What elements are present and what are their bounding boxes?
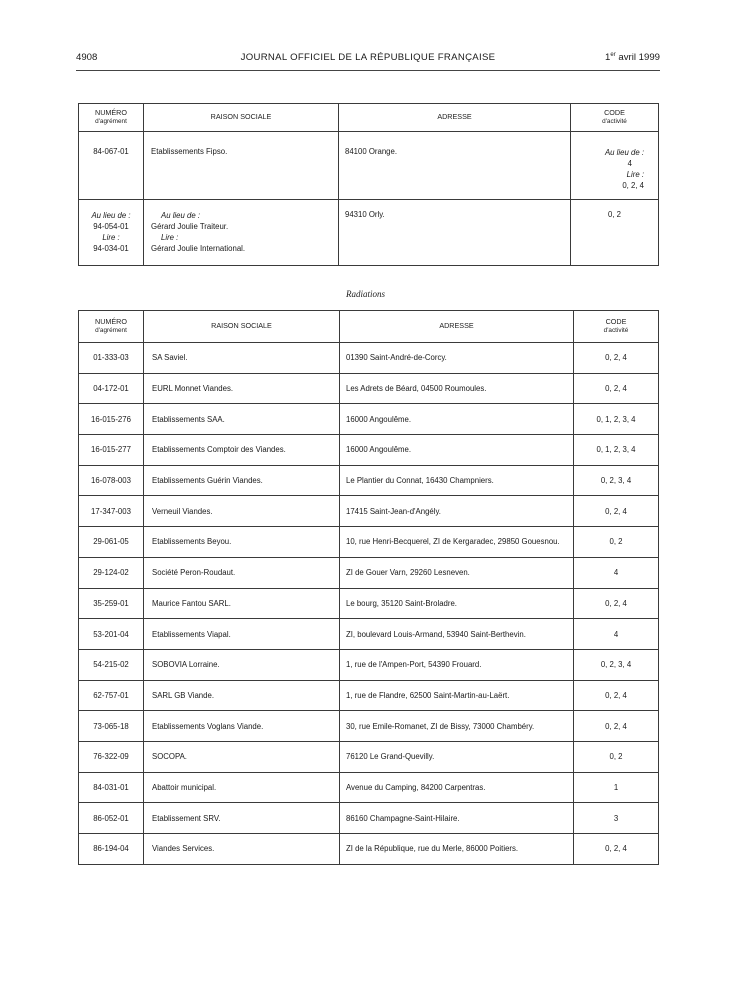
col-adresse: ADRESSE [339, 104, 571, 132]
code-cell: 4 [574, 557, 659, 588]
issue-date-sup: er [610, 52, 616, 58]
numero-cell: 86-194-04 [79, 834, 144, 865]
col-activite-label: d'activité [602, 118, 627, 126]
adresse-cell: Avenue du Camping, 84200 Carpentras. [340, 772, 574, 803]
lire-label: Lire : [626, 170, 644, 179]
journal-title: JOURNAL OFFICIEL DE LA RÉPUBLIQUE FRANÇAISE [240, 52, 496, 63]
raison-sociale-cell: Maurice Fantou SARL. [144, 588, 340, 619]
page-number: 4908 [76, 52, 98, 63]
raison-sociale-cell: Etablissements Beyou. [144, 527, 340, 558]
col-code [571, 104, 659, 132]
correction-row [79, 132, 659, 200]
au-lieu-de-label: Au lieu de : [161, 211, 201, 220]
table-row [79, 557, 659, 588]
old-raison-sociale-value: Gérard Joulie Traiteur. [151, 222, 229, 231]
table-row [79, 527, 659, 558]
col-code-label: CODE [605, 316, 627, 326]
au-lieu-de-label: Au lieu de : [91, 211, 131, 220]
raison-sociale-cell: SA Saviel. [144, 343, 340, 374]
adresse-cell: Le bourg, 35120 Saint-Broladre. [340, 588, 574, 619]
corrections-table [78, 103, 659, 266]
table-row [79, 803, 659, 834]
code-cell: 0, 2, 3, 4 [574, 465, 659, 496]
code-cell: 0, 2 [574, 527, 659, 558]
table-row [79, 435, 659, 466]
raison-sociale-cell: Etablissements Fipso. [144, 132, 339, 200]
new-raison-sociale-value: Gérard Joulie International. [151, 244, 246, 253]
numero-cell: 17-347-003 [79, 496, 144, 527]
numero-cell: 35-259-01 [79, 588, 144, 619]
corrections-header-row [79, 104, 659, 132]
adresse-cell: 10, rue Henri-Becquerel, ZI de Kergaradec, 29850 Gouesnou. [340, 527, 574, 558]
adresse-cell: 84100 Orange. [339, 132, 571, 200]
table-row [79, 649, 659, 680]
table-row [79, 465, 659, 496]
col-agrement-label: d'agrément [95, 327, 127, 335]
table-row [79, 496, 659, 527]
numero-cell: 76-322-09 [79, 741, 144, 772]
col-code [574, 311, 659, 343]
numero-cell: 62-757-01 [79, 680, 144, 711]
col-activite-label: d'activité [603, 327, 629, 335]
numero-cell: 86-052-01 [79, 803, 144, 834]
lire-label: Lire : [161, 233, 179, 242]
adresse-cell: 76120 Le Grand-Quevilly. [340, 741, 574, 772]
raison-sociale-cell [144, 200, 339, 266]
adresse-cell: 16000 Angoulême. [340, 404, 574, 435]
col-numero [79, 311, 144, 343]
adresse-cell: 1, rue de Flandre, 62500 Saint-Martin-au-Laërt. [340, 680, 574, 711]
radiations-title: Radiations [345, 289, 385, 299]
numero-cell: 53-201-04 [79, 619, 144, 650]
adresse-cell: 16000 Angoulême. [340, 435, 574, 466]
numero-cell: 84-067-01 [79, 132, 144, 200]
adresse-cell: Le Plantier du Connat, 16430 Champniers. [340, 465, 574, 496]
page-header [76, 52, 660, 68]
numero-cell [79, 200, 144, 266]
raison-sociale-cell: SOCOPA. [144, 741, 340, 772]
raison-sociale-cell: Viandes Services. [144, 834, 340, 865]
adresse-cell: ZI de Gouer Varn, 29260 Lesneven. [340, 557, 574, 588]
adresse-cell: 30, rue Emile-Romanet, ZI de Bissy, 73000 Chambéry. [340, 711, 574, 742]
adresse-cell: ZI de la République, rue du Merle, 86000 Poitiers. [340, 834, 574, 865]
raison-sociale-cell: SARL GB Viande. [144, 680, 340, 711]
header-rule [76, 70, 660, 71]
correction-row [79, 200, 659, 266]
numero-cell: 01-333-03 [79, 343, 144, 374]
table-row [79, 772, 659, 803]
table-row [79, 741, 659, 772]
code-cell [571, 132, 659, 200]
radiations-header-row [79, 311, 659, 343]
numero-cell: 16-015-277 [79, 435, 144, 466]
new-numero-value: 94-034-01 [93, 244, 129, 253]
raison-sociale-cell: Etablissements SAA. [144, 404, 340, 435]
table-row [79, 619, 659, 650]
new-code-value: 0, 2, 4 [622, 181, 644, 190]
code-cell: 0, 2, 4 [574, 343, 659, 374]
raison-sociale-cell: Société Peron-Roudaut. [144, 557, 340, 588]
adresse-cell: ZI, boulevard Louis-Armand, 53940 Saint-Berthevin. [340, 619, 574, 650]
numero-cell: 16-015-276 [79, 404, 144, 435]
numero-cell: 84-031-01 [79, 772, 144, 803]
raison-sociale-cell: SOBOVIA Lorraine. [144, 649, 340, 680]
raison-sociale-cell: Etablissements Comptoir des Viandes. [144, 435, 340, 466]
col-numero-label: NUMÉRO [95, 107, 127, 117]
table-row [79, 834, 659, 865]
adresse-cell: 01390 Saint-André-de-Corcy. [340, 343, 574, 374]
numero-cell: 73-065-18 [79, 711, 144, 742]
col-agrement-label: d'agrément [95, 118, 127, 126]
raison-sociale-cell: Etablissements Guérin Viandes. [144, 465, 340, 496]
numero-cell: 29-061-05 [79, 527, 144, 558]
adresse-cell: 1, rue de l'Ampen-Port, 54390 Frouard. [340, 649, 574, 680]
old-numero-value: 94-054-01 [93, 222, 129, 231]
code-cell: 0, 2, 4 [574, 373, 659, 404]
col-raison-sociale: RAISON SOCIALE [144, 311, 340, 343]
col-numero-label: NUMÉRO [95, 316, 127, 326]
code-cell: 0, 2, 4 [574, 711, 659, 742]
table-row [79, 680, 659, 711]
code-cell: 0, 1, 2, 3, 4 [574, 435, 659, 466]
adresse-cell: 94310 Orly. [339, 200, 571, 266]
code-cell: 0, 2 [574, 741, 659, 772]
code-cell: 3 [574, 803, 659, 834]
raison-sociale-cell: Etablissements Voglans Viande. [144, 711, 340, 742]
au-lieu-de-label: Au lieu de : [604, 148, 644, 157]
code-cell: 4 [574, 619, 659, 650]
issue-date [605, 52, 660, 63]
table-row [79, 404, 659, 435]
col-adresse: ADRESSE [340, 311, 574, 343]
raison-sociale-cell: EURL Monnet Viandes. [144, 373, 340, 404]
table-row [79, 711, 659, 742]
raison-sociale-cell: Abattoir municipal. [144, 772, 340, 803]
adresse-cell: Les Adrets de Béard, 04500 Roumoules. [340, 373, 574, 404]
raison-sociale-cell: Verneuil Viandes. [144, 496, 340, 527]
lire-label: Lire : [102, 233, 120, 242]
issue-date-rest: avril 1999 [615, 52, 660, 64]
issue-date-day: 1 [605, 52, 611, 64]
numero-cell: 54-215-02 [79, 649, 144, 680]
table-row [79, 373, 659, 404]
code-cell: 0, 2, 4 [574, 680, 659, 711]
code-cell: 0, 2, 4 [574, 588, 659, 619]
col-numero [79, 104, 144, 132]
numero-cell: 16-078-003 [79, 465, 144, 496]
code-cell: 0, 1, 2, 3, 4 [574, 404, 659, 435]
numero-cell: 04-172-01 [79, 373, 144, 404]
table-row [79, 343, 659, 374]
radiations-table [78, 310, 659, 865]
code-cell: 0, 2 [571, 200, 659, 266]
code-cell: 0, 2, 4 [574, 496, 659, 527]
raison-sociale-cell: Etablissement SRV. [144, 803, 340, 834]
adresse-cell: 17415 Saint-Jean-d'Angély. [340, 496, 574, 527]
table-row [79, 588, 659, 619]
raison-sociale-cell: Etablissements Viapal. [144, 619, 340, 650]
code-cell: 0, 2, 4 [574, 834, 659, 865]
code-cell: 1 [574, 772, 659, 803]
code-cell: 0, 2, 3, 4 [574, 649, 659, 680]
col-raison-sociale: RAISON SOCIALE [144, 104, 339, 132]
numero-cell: 29-124-02 [79, 557, 144, 588]
old-code-value: 4 [627, 159, 632, 168]
adresse-cell: 86160 Champagne-Saint-Hilaire. [340, 803, 574, 834]
col-code-label: CODE [604, 107, 625, 117]
